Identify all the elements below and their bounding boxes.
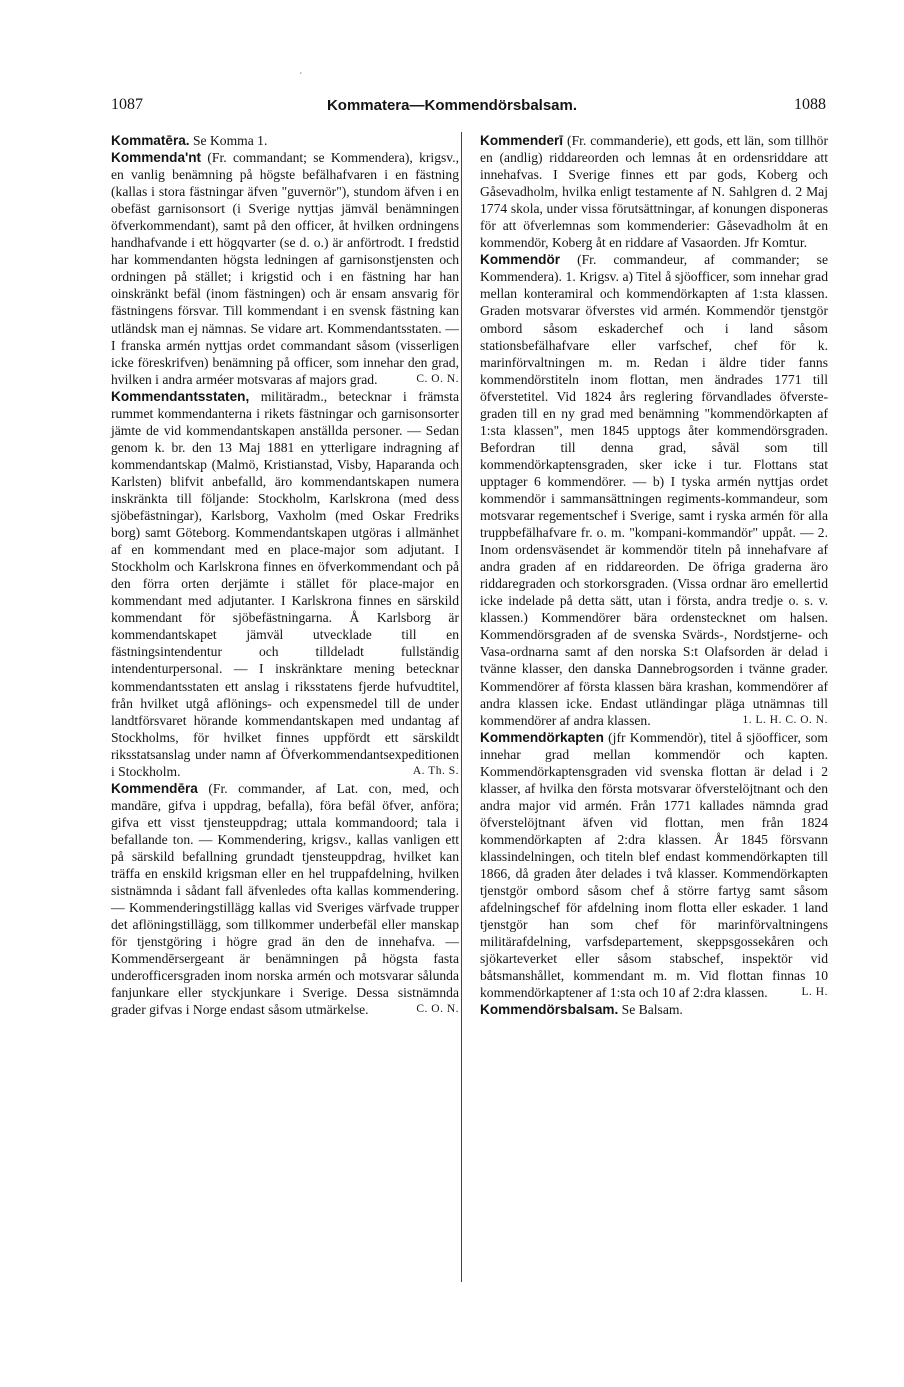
entry-kommendant	[111, 149, 459, 388]
entry-text: (Fr. commanderie), ett gods, ett län, som tillhör en (andlig) riddareorden och lemnas åt en ordensriddare att innehafvas. I Sverige finnes ett par gods, Koberg och Gåsevadholm, hvilka enligt testamente af N. Sahlgren d. 2 Maj 1774 skola, under vissa förutsättningar, af konungen disponeras för att öfverlemnas som kommenderier: Gåsevadholm åt en kommendör, Koberg åt en riddare af Vasaorden. Jfr Komtur.	[480, 133, 828, 251]
entry-text: Se Balsam.	[621, 1002, 683, 1018]
entry-text: (Fr. commandant; se Kommendera), krigsv., en vanlig benämning på högste befälhafvaren i en fästning (kallas i stora fästningar äfven "guvernör"), stundom äfven i en obefäst garnisonsort (i Sverige nyttjas jämväl benämningen öfverkommendant), samt på den officer, åt hvilken ordningens handhafvande i ett högqvarter (se d. o.) är anförtrodt. I fredstid har kommendanten högsta ledningen af garnisonstjensten och ordningen på stället; i krigstid och i en fästning har han oinskränkt befäl (inom fästningen) och är ensam ansvarig för fästningens försvar. Till kommendant i en svensk fästning kan utländsk man ej nämnas. Se vidare art. Kommendantsstaten. — I franska armén nyttjas ordet commandant såsom (visserligen icke föreskrifven) benämning på officer, som innehar den grad, hvilken i andra arméer motsvaras af majors grad.	[111, 150, 459, 387]
entry-kommendorkapten	[480, 729, 828, 1002]
author-signature: 1. L. H. C. O. N.	[742, 713, 828, 726]
column-divider	[461, 132, 462, 1282]
print-speck: ´	[299, 72, 303, 83]
headword: Kommatēra.	[111, 133, 190, 148]
entry-text: Se Komma 1.	[192, 133, 268, 148]
page-number-right: 1088	[794, 96, 826, 113]
headword: Kommendörsbalsam.	[480, 1002, 619, 1018]
author-signature: A. Th. S.	[412, 764, 459, 777]
entry-text: (Fr. commander, af Lat. con, med, och mandāre, gifva i uppdrag, befalla), föra befäl öfver, anföra; gifva ett visst tjensteuppdrag; uttala kommandoord; tala i befallande ton. — Kommendering, krigsv., kallas vanligen ett på särskild befallning grundadt tjensteuppdrag, hvilket kan träffa en enskild krigsman eller en hel truppafdelning, hvilken sistnämnda i sådant fall äfvenledes ofta kallas kommendering. — Kommenderingstillägg kallas vid Sveriges värfvade trupper det aflöningstillägg, som tillkommer underbefäl eller manskap för tjenstgöring i högre grad än den de innehafva. — Kommendērsergeant är benämningen på högsta fasta underofficersgraden inom norska armén och motsvarar sålunda fanjunkare eller styckjunkare i Sverige. Dessa sistnämnda grader gifvas i Norge endast såsom utmärkelse.	[111, 780, 460, 1018]
author-signature: L. H.	[801, 986, 828, 999]
entry-text: (Fr. commandeur, af commander; se Kommendera). 1. Krigsv. a) Titel å sjöofficer, som innehar grad mellan konteramiral och kommendörkapten af 1:sta klassen. Graden motsvarar öfverstes vid armén. Kommendör tjenstgör ombord såsom eskaderchef och i land såsom stationsbefälhafvare eller varfschef, chef för k. marinförvaltningen m. m. Redan i äldre tider fanns kommendörstiteln inom flottan, men ändrades 1771 till öfverstetitel. Vid 1824 års reglering förvandlades öfverste-graden till en ny grad med benämning "kommendörkapten af 1:sta klassen", men 1845 upptogs åter kommendörsgraden. Befordran till denna grad, såväl som till kommendörkaptensgraden, sker icke i tur. Flottans stat upptager 6 kommendörer. — b) I tyska armén nyttjas ordet kommendör i sammansättningen regiments-kommandeur, som motsvarar regementschef i Sverige, samt i ryska armén för alla truppbefälhafvare fr. o. m. "kompani-kommandör" uppåt. — 2. Inom ordensväsendet är kommendör titeln på innehafvare af andra graden af en riddareorden. De öfriga graderna äro riddaregraden och storkorsgraden. (Vissa ordnar äro emellertid icke indelade på detta sätt, utan i första, andra tredje o. s. v. klassen.) Kommendörer bära ordenstecknet om halsen. Kommendörsgraden af de svenska Svärds-, Nordstjerne- och Vasa-ordnarna samt af den norska S:t Olafsorden är delad i tvänne klasser, den danska Dannebrogsorden i tvänne grader. Kommendörer af första klassen bära krashan, kommendörer af andra klassen icke. Endast utländingar pläga utnämnas till kommendörer af andra klassen.	[480, 252, 829, 728]
entry-text: (jfr Kommendör), titel å sjöofficer, som innehar grad mellan kommendör och kapten. Kommendörkaptensgraden vid svenska flottan är delad i 2 klasser, af hvilka den första motsvarar öfverstelöjtnant och den andra major vid armén. Från 1771 kallades nämnda grad öfverstelöjtnant äfven vid flottan, men från 1824 kommendörkapten af 2:dra klassen. År 1845 försvann klassindelningen, och titeln blef endast kommendörkapten till 1866, då graden åter delades i två klasser. Kommendörkapten tjenstgör ombord såsom chef å större fartyg samt såsom afdelningschef för afdelning inom flotta eller eskader. 1 land tjenstgör han som chef för marinförvaltningens militärafdelning, varfsdepartement, skeppsgossekåren och sjökarteverket eller såsom stabschef, inspektör vid båtsmanshållet, kommendant m. m. Vid flottan finnas 10 kommendörkaptener af 1:sta och 10 af 2:dra klassen.	[480, 729, 828, 1001]
headword: Kommendantsstaten,	[111, 388, 250, 404]
headword: Kommendörkapten	[480, 729, 604, 745]
entry-kommendor	[480, 251, 828, 728]
running-title: Kommatera—Kommendörsbalsam.	[326, 97, 578, 114]
headword: Kommendör	[480, 252, 561, 268]
entry-kommendantsstaten	[111, 388, 459, 780]
author-signature: C. O. N.	[416, 1003, 459, 1016]
entry-kommatera	[111, 132, 459, 149]
headword: Kommenda'nt	[111, 150, 202, 166]
author-signature: C. O. N.	[416, 372, 459, 385]
entry-kommendorsbalsam	[480, 1001, 828, 1018]
page-number-left: 1087	[111, 96, 143, 113]
entry-kommenderi	[480, 132, 828, 251]
running-header	[0, 96, 904, 118]
entry-text: militäradm., betecknar i främsta rummet kommendanterna i rikets fästningar och garnisonsorter jämte de vid kommendantskapen anställda personer. — Sedan genom k. br. den 13 Maj 1881 en ytterligare indragning af kommendantskap (Malmö, Kristianstad, Visby, Haparanda och Karlsten) blifvit anbefalld, äro kommendantskapen numera inskränkta till följande: Stockholm, Karlskrona (med dess sjöbefästningar), Karlsborg, Vaxholm (med Oskar Fredriks borg) samt Göteborg. Kommendantskapen utgöras i allmänhet af en kommendant med en place-major som adjutant. I Stockholm och Karlskrona finnes en öfverkommendant och på den förra orten derjämte i stället för place-major en kommendant med adjutanter. I Karlskrona finnes en särskild kommendant för sjöbefästningarna. Å Karlsborg är kommendantskapet jämväl utvecklade till en fästningsintendentur och tilldeladt fullständig intendenturpersonal. — I inskränktare mening betecknar kommendantsstaten ett anslag i riksstatens fjerde hufvudtitel, från hvilket utgå aflönings- och expensmedel till de under landtförsvaret hörande kommendantskapen med undantag af Stockholms, för hvilket finnes uppfördt ett särskildt riksstatsanslag under namn af Öfverkommendantsexpeditionen i Stockholm.	[111, 388, 459, 779]
headword: Kommenderī	[480, 133, 564, 148]
right-column	[480, 132, 828, 1018]
left-column	[111, 132, 459, 1018]
headword: Kommendēra	[111, 780, 198, 796]
entry-kommendera	[111, 780, 459, 1019]
